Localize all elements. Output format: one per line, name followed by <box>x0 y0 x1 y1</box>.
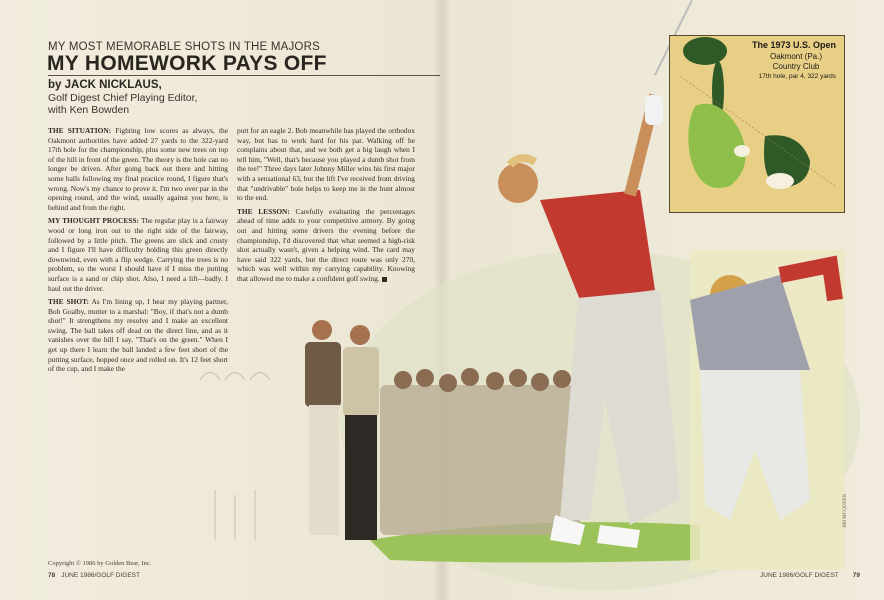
second-golfer-figure <box>690 250 845 570</box>
goalby-figure <box>305 320 341 535</box>
bunker <box>734 145 750 157</box>
byline: by JACK NICKLAUS, <box>48 79 162 91</box>
shot-text: As I'm lining up, I hear my playing partner, Bob Goalby, mutter to a marshal: "Boy, if that's not a dumb shot!" It strengthens my resolve and I make an excellent swing. The ball takes off dead on the direct line, and as it vanishes over the hill I say, "That's on the green." When I get up there I learn the ball landed a few feet short of the putting surface, hopped once and rolled on. It's 12 feet short of the cup, and I make the <box>48 297 229 374</box>
gallery-crowd <box>380 368 580 535</box>
right-page-number: 79 <box>852 572 860 579</box>
right-folio <box>760 572 866 579</box>
situation-heading: THE SITUATION: <box>48 126 112 135</box>
credit-line-2: with Ken Bowden <box>48 104 130 116</box>
text-column-1 <box>48 126 228 378</box>
end-mark <box>382 277 387 282</box>
lesson-paragraph <box>237 207 415 284</box>
map-venue: Oakmont (Pa.) Country Club <box>769 52 822 71</box>
credit-line-1: Golf Digest Chief Playing Editor, <box>48 92 198 104</box>
artist-signature: JIM MCQUEEN <box>843 493 848 528</box>
process-heading: MY THOUGHT PROCESS: <box>48 216 139 226</box>
title-rule <box>48 75 440 76</box>
shot-heading: THE SHOT: <box>48 297 89 307</box>
left-issue: JUNE 1986/GOLF DIGEST <box>61 572 140 579</box>
tree-cluster <box>683 37 727 65</box>
lesson-text: Carefully evaluating the percentages ahead of time adds to your competitive armory. By going out and hitting some drivers the evening before the championship, I'd discovered that what seemed a high-risk shot actually wasn't, given a helping wind. The card may have said 322 yards, but the direct route was only 270, which was well within my carrying capability. Knowing that allowed me to make a confident golf swing. <box>237 206 415 283</box>
process-paragraph <box>48 216 228 293</box>
continuation-text: putt for an eagle 2. Bob meanwhile has played the orthodox way, but has to work hard for his par. Walking off he complains about that, and we both get a big laugh when I tell him, "Well, that's because you played a dumb shot from the tee!" Three days later Johnny Miller wins his first major with a sensational 63, but the lift I've received from driving that "undrivable" hole helps to keep me in the hunt almost to the end. <box>237 126 415 203</box>
map-hole-info: 17th hole, par 4, 322 yards <box>758 73 836 80</box>
left-page-number: 78 <box>48 572 56 579</box>
left-folio <box>48 572 140 579</box>
bunker <box>766 173 794 189</box>
continuation-paragraph <box>237 126 415 203</box>
lesson-heading: THE LESSON: <box>237 206 290 216</box>
right-issue: JUNE 1986/GOLF DIGEST <box>760 572 839 579</box>
shot-paragraph <box>48 297 228 374</box>
sketched-crowd <box>200 373 270 541</box>
marshal-figure <box>343 325 379 540</box>
map-title: The 1973 U.S. Open <box>751 40 836 50</box>
text-column-2 <box>237 126 415 288</box>
series-kicker: MY MOST MEMORABLE SHOTS IN THE MAJORS <box>48 41 320 53</box>
process-text: The regular play is a fairway wood or long iron out to the right side of the fairway, followed by a little pitch. The greens are slick and crusty and I figure I'll have difficulty holding this green directly downwind, even with a flip wedge. Carrying the trees is no problem, so the worst I should have if I miss the putting surface is a sand or chip shot. Also, I need a lift—badly. I haul out the driver. <box>48 216 228 293</box>
article-title: MY HOMEWORK PAYS OFF <box>47 52 327 75</box>
situation-paragraph <box>48 126 228 212</box>
copyright: Copyright © 1986 by Golden Bear, Inc. <box>48 560 152 567</box>
hole-map <box>669 35 845 213</box>
situation-text: Fighting low scores as always, the Oakmont authorities have added 27 yards to the 322-yard 17th hole for the championship, plus some new trees on top of the hill in front of the green. The theory is the hole can no longer be driven. After going back out there and hitting some balls following my final practice round, I figure that's wrong. Now's my chance to prove it. I'm two over par in the opening round, and the wind, usually against you here, is behind and from the right. <box>48 126 228 212</box>
